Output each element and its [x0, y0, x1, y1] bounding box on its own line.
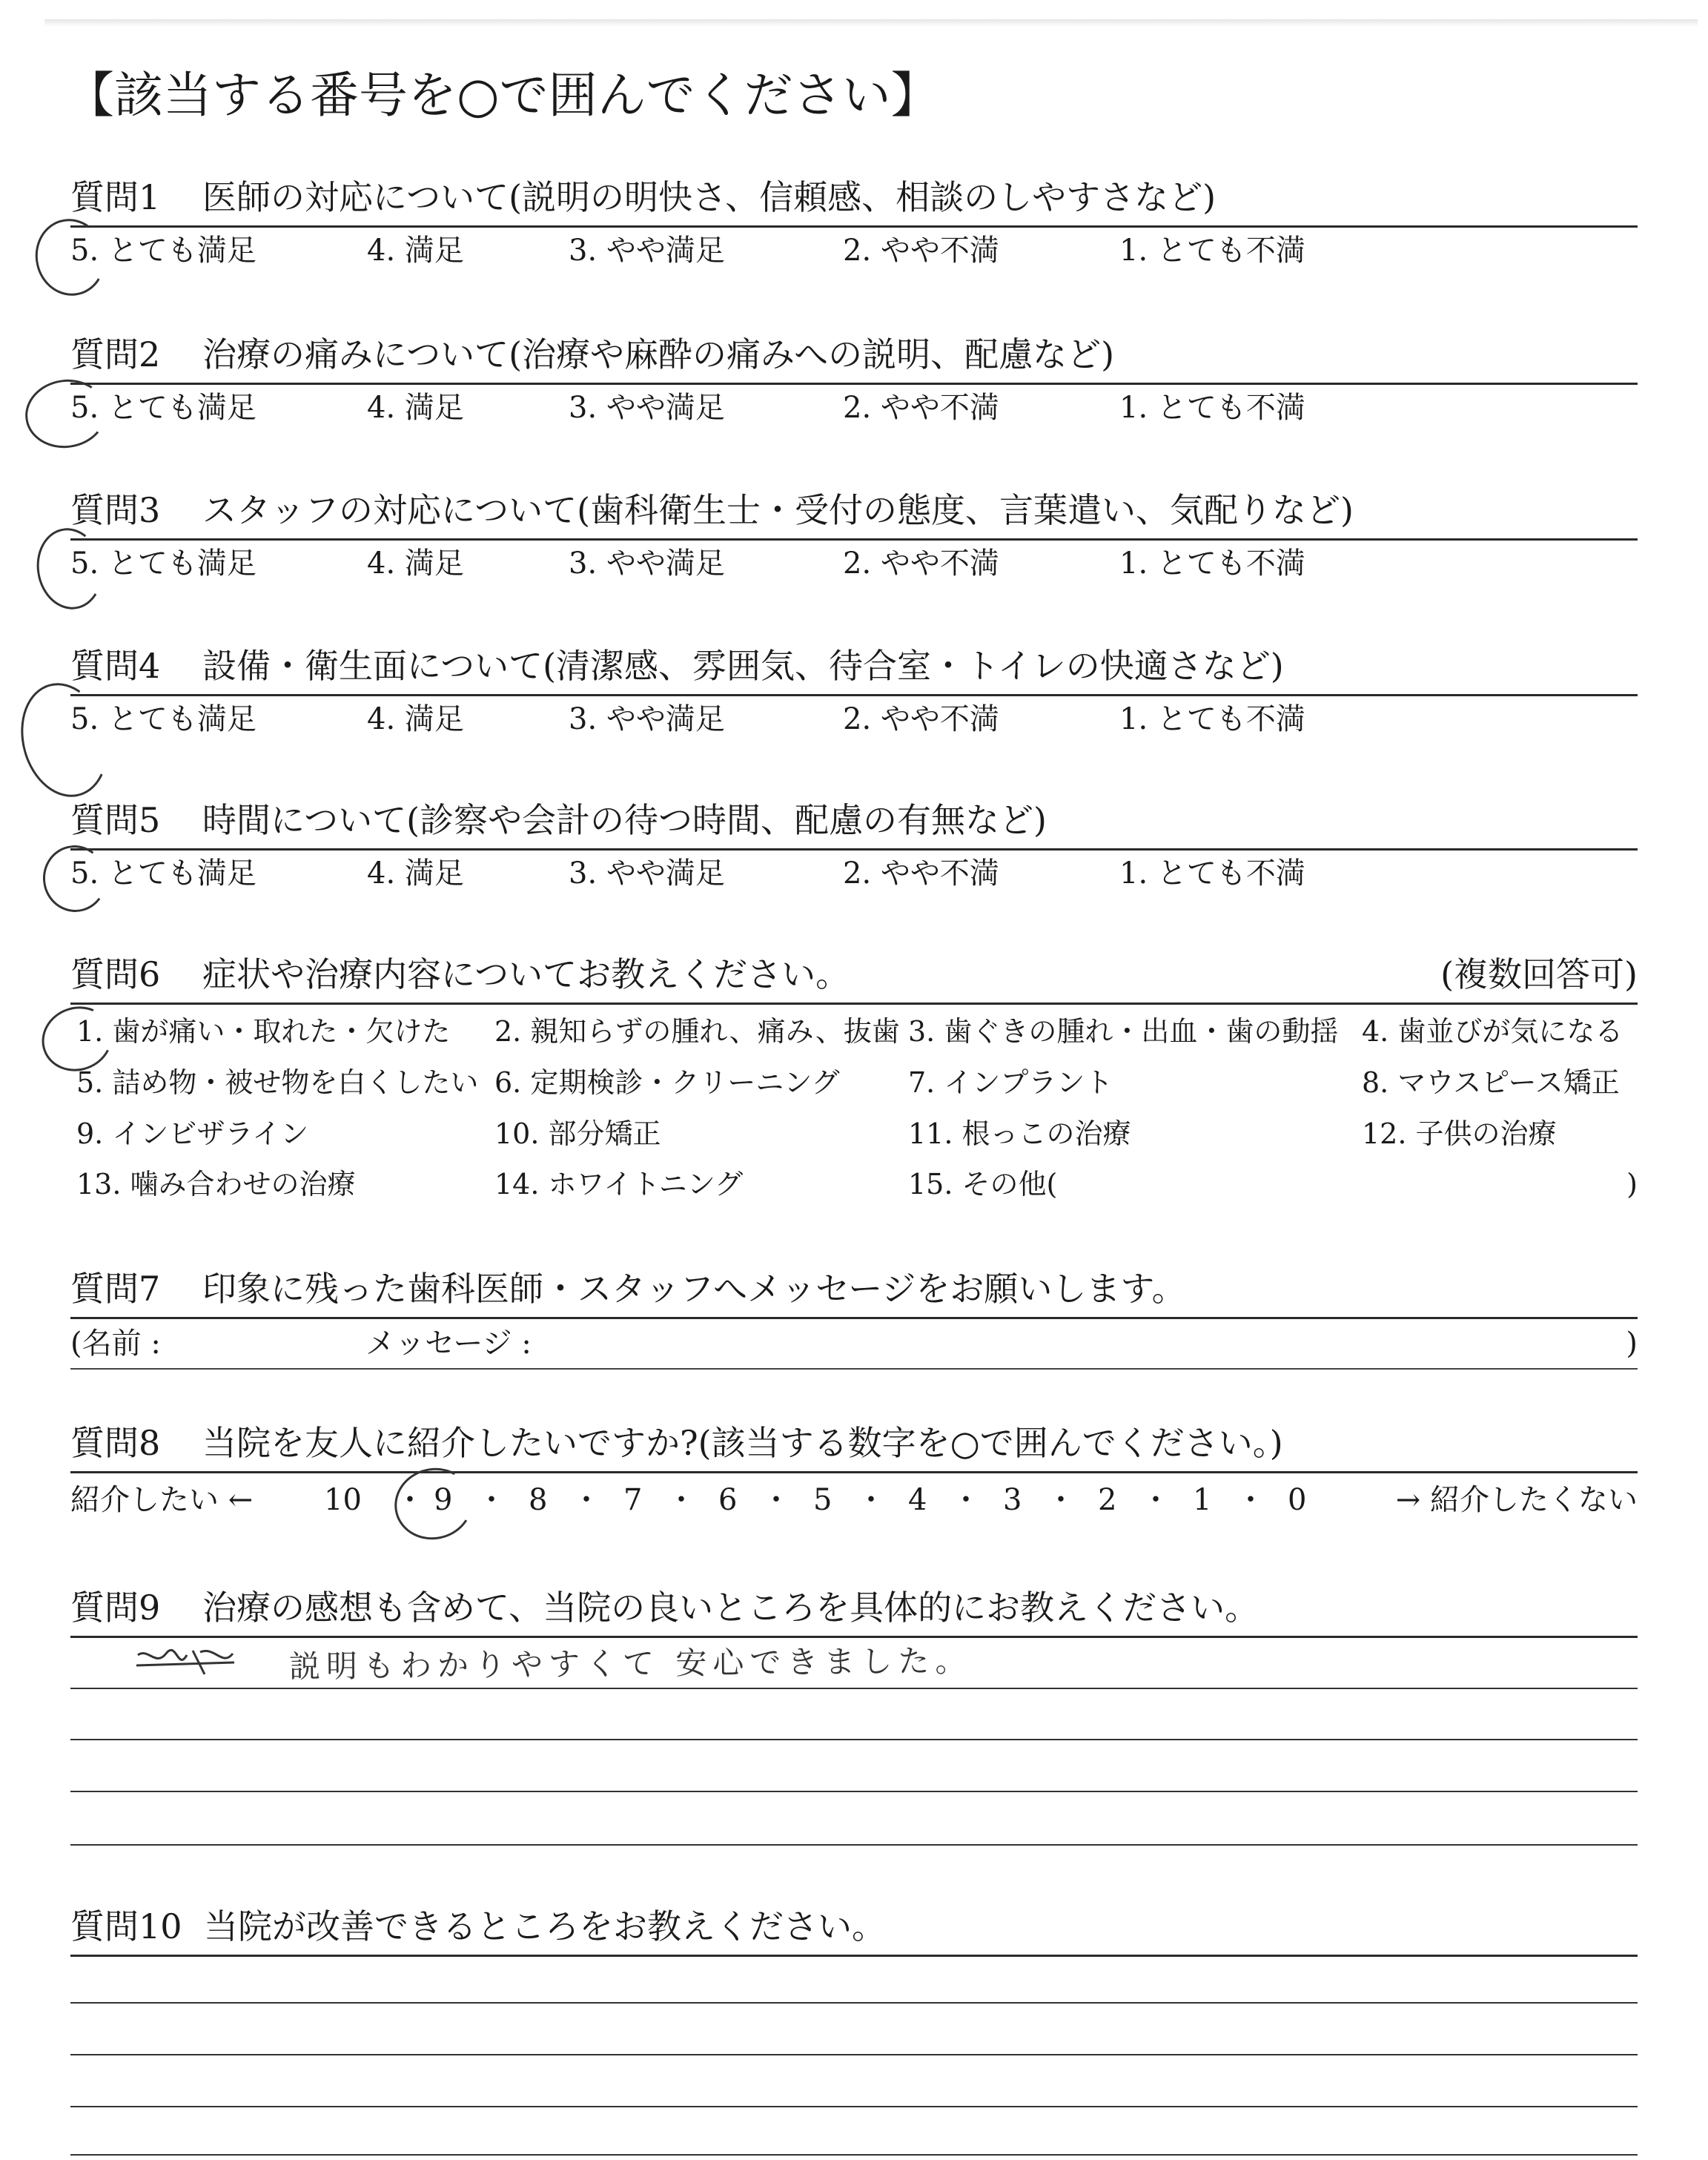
symptom-option[interactable]: 6. 定期検診・クリーニング	[494, 1066, 840, 1099]
question-text: 時間について(診察や会計の待つ時間、配慮の有無など)	[202, 800, 1047, 840]
question-10	[70, 1898, 1638, 1957]
symptom-option[interactable]: 4. 歯並びが気になる	[1362, 1015, 1623, 1048]
question-number: 質問1	[70, 177, 161, 217]
question-number: 質問4	[70, 646, 161, 686]
option-4[interactable]: 4. 満足	[367, 702, 464, 736]
option-3[interactable]: 3. やや満足	[569, 234, 725, 268]
question-text: スタッフの対応について(歯科衛生士・受付の態度、言葉遣い、気配りなど)	[202, 490, 1354, 530]
rating-options	[70, 228, 1638, 274]
scale-value[interactable]: 0	[1288, 1483, 1307, 1517]
scale-separator: ・	[856, 1483, 886, 1517]
scale-value[interactable]: 10	[324, 1483, 362, 1517]
name-label: (名前 :	[70, 1327, 161, 1361]
symptom-option[interactable]: 9. インビザライン	[76, 1117, 309, 1150]
question-text: 当院を友人に紹介したいですか?(該当する数字を○で囲んでください。)	[202, 1423, 1283, 1463]
rating-options	[70, 541, 1638, 587]
question-title	[70, 1261, 1638, 1319]
answer-line	[70, 2002, 1638, 2004]
option-1[interactable]: 1. とても不満	[1119, 234, 1305, 268]
option-5[interactable]: 5. とても満足	[70, 234, 256, 268]
option-2[interactable]: 2. やや不満	[843, 856, 999, 891]
option-1[interactable]: 1. とても不満	[1119, 546, 1305, 581]
answer-line	[70, 2154, 1638, 2156]
scale-separator: ・	[395, 1483, 425, 1517]
option-5[interactable]: 5. とても満足	[70, 391, 256, 425]
question-2	[70, 326, 1638, 431]
scale-value[interactable]: 5	[813, 1483, 833, 1517]
symptom-option[interactable]: 5. 詰め物・被せ物を白くしたい	[76, 1066, 479, 1099]
scale-left-label: 紹介したい ←	[70, 1483, 254, 1517]
answer-line	[70, 1844, 1638, 1846]
rating-options	[70, 851, 1638, 896]
question-4	[70, 638, 1638, 742]
question-number: 質問3	[70, 490, 161, 530]
rating-options	[70, 696, 1638, 742]
scale-separator: ・	[951, 1483, 981, 1517]
question-number: 質問5	[70, 800, 161, 840]
option-3[interactable]: 3. やや満足	[569, 391, 725, 425]
message-row[interactable]	[70, 1319, 1638, 1370]
scale-value[interactable]: 3	[1003, 1483, 1022, 1517]
handwritten-answer: 説明もわかりやすくて 安心できました。	[288, 1642, 973, 1685]
question-text: 治療の感想も含めて、当院の良いところを具体的にお教えください。	[202, 1588, 1260, 1628]
multiple-answers-note: (複数回答可)	[1440, 954, 1638, 994]
question-title	[70, 1579, 1638, 1638]
question-number: 質問10	[70, 1906, 182, 1946]
scale-separator: ・	[666, 1483, 696, 1517]
question-title	[70, 169, 1638, 228]
answer-line	[70, 1739, 1638, 1740]
question-text: 印象に残った歯科医師・スタッフへメッセージをお願いします。	[202, 1269, 1186, 1309]
scale-separator: ・	[1236, 1483, 1265, 1517]
question-number: 質問8	[70, 1423, 161, 1463]
option-4[interactable]: 4. 満足	[367, 856, 464, 891]
instruction-heading: 【該当する番号を○で囲んでください】	[65, 67, 940, 124]
question-5	[70, 792, 1638, 896]
option-5[interactable]: 5. とても満足	[70, 856, 256, 891]
scale-value[interactable]: 8	[529, 1483, 548, 1517]
rating-options	[70, 385, 1638, 431]
question-number: 質問2	[70, 334, 161, 374]
option-3[interactable]: 3. やや満足	[569, 546, 725, 581]
scale-value[interactable]: 1	[1193, 1483, 1212, 1517]
question-8	[70, 1415, 1638, 1527]
answer-line	[70, 1688, 1638, 1689]
option-1[interactable]: 1. とても不満	[1119, 856, 1305, 891]
symptom-option[interactable]: 14. ホワイトニング	[494, 1168, 744, 1200]
option-5[interactable]: 5. とても満足	[70, 546, 256, 581]
recommend-scale	[70, 1473, 1638, 1527]
symptom-option[interactable]: 1. 歯が痛い・取れた・欠けた	[76, 1015, 451, 1048]
scale-value[interactable]: 9	[434, 1483, 453, 1517]
message-label: メッセージ :	[365, 1327, 532, 1361]
scale-right-label: → 紹介したくない	[1395, 1483, 1638, 1517]
scale-value[interactable]: 7	[623, 1483, 643, 1517]
symptom-option[interactable]: 12. 子供の治療	[1362, 1117, 1557, 1150]
question-title	[70, 326, 1638, 385]
symptom-option[interactable]: 2. 親知らずの腫れ、痛み、抜歯	[494, 1015, 900, 1048]
question-text: 治療の痛みについて(治療や麻酔の痛みへの説明、配慮など)	[202, 334, 1115, 374]
question-6	[70, 946, 1638, 1221]
option-1[interactable]: 1. とても不満	[1119, 391, 1305, 425]
symptom-option[interactable]: 8. マウスピース矯正	[1362, 1066, 1620, 1099]
question-1	[70, 169, 1638, 274]
option-2[interactable]: 2. やや不満	[843, 702, 999, 736]
symptom-option[interactable]: 7. インプラント	[908, 1066, 1113, 1099]
option-2[interactable]: 2. やや不満	[843, 546, 999, 581]
question-number: 質問9	[70, 1588, 161, 1628]
option-3[interactable]: 3. やや満足	[569, 702, 725, 736]
scale-value[interactable]: 6	[718, 1483, 738, 1517]
question-number: 質問6	[70, 954, 161, 994]
option-5[interactable]: 5. とても満足	[70, 702, 256, 736]
question-text: 医師の対応について(説明の明快さ、信頼感、相談のしやすさなど)	[202, 177, 1217, 217]
question-title	[70, 1415, 1638, 1473]
answer-line	[70, 2054, 1638, 2055]
question-title	[70, 946, 1638, 1005]
crossed-out-scribble	[133, 1645, 237, 1682]
scale-separator: ・	[1046, 1483, 1076, 1517]
answer-line	[70, 1791, 1638, 1792]
question-number: 質問7	[70, 1269, 161, 1309]
question-title	[70, 1898, 1638, 1957]
option-2[interactable]: 2. やや不満	[843, 391, 999, 425]
question-9	[70, 1579, 1638, 1638]
question-title	[70, 792, 1638, 851]
scale-separator: ・	[572, 1483, 601, 1517]
scale-separator: ・	[477, 1483, 506, 1517]
question-text: 設備・衛生面について(清潔感、雰囲気、待合室・トイレの快適さなど)	[202, 646, 1284, 686]
scan-edge	[44, 19, 1698, 27]
option-1[interactable]: 1. とても不満	[1119, 702, 1305, 736]
symptom-option[interactable]: 13. 噛み合わせの治療	[76, 1168, 356, 1200]
symptom-option[interactable]: 10. 部分矯正	[494, 1117, 661, 1150]
question-3	[70, 482, 1638, 587]
question-text: 症状や治療内容についてお教えください。	[202, 954, 850, 994]
symptom-option[interactable]: 15. その他(	[908, 1168, 1058, 1200]
scale-value[interactable]: 4	[908, 1483, 927, 1517]
answer-line	[70, 2106, 1638, 2107]
question-text: 当院が改善できるところをお教えください。	[204, 1906, 886, 1946]
symptom-option[interactable]: 11. 根っこの治療	[908, 1117, 1131, 1150]
question-title	[70, 638, 1638, 696]
option-4[interactable]: 4. 満足	[367, 391, 464, 425]
scale-value[interactable]: 2	[1098, 1483, 1117, 1517]
option-2[interactable]: 2. やや不満	[843, 234, 999, 268]
symptom-option[interactable]: 3. 歯ぐきの腫れ・出血・歯の動揺	[908, 1015, 1339, 1048]
question-title	[70, 482, 1638, 541]
scale-separator: ・	[761, 1483, 791, 1517]
close-paren: )	[1626, 1327, 1638, 1361]
option-4[interactable]: 4. 満足	[367, 234, 464, 268]
other-close-paren: )	[1626, 1168, 1638, 1200]
option-3[interactable]: 3. やや満足	[569, 856, 725, 891]
symptom-options	[70, 1005, 1638, 1221]
question-7	[70, 1261, 1638, 1370]
option-4[interactable]: 4. 満足	[367, 546, 464, 581]
scale-separator: ・	[1141, 1483, 1171, 1517]
